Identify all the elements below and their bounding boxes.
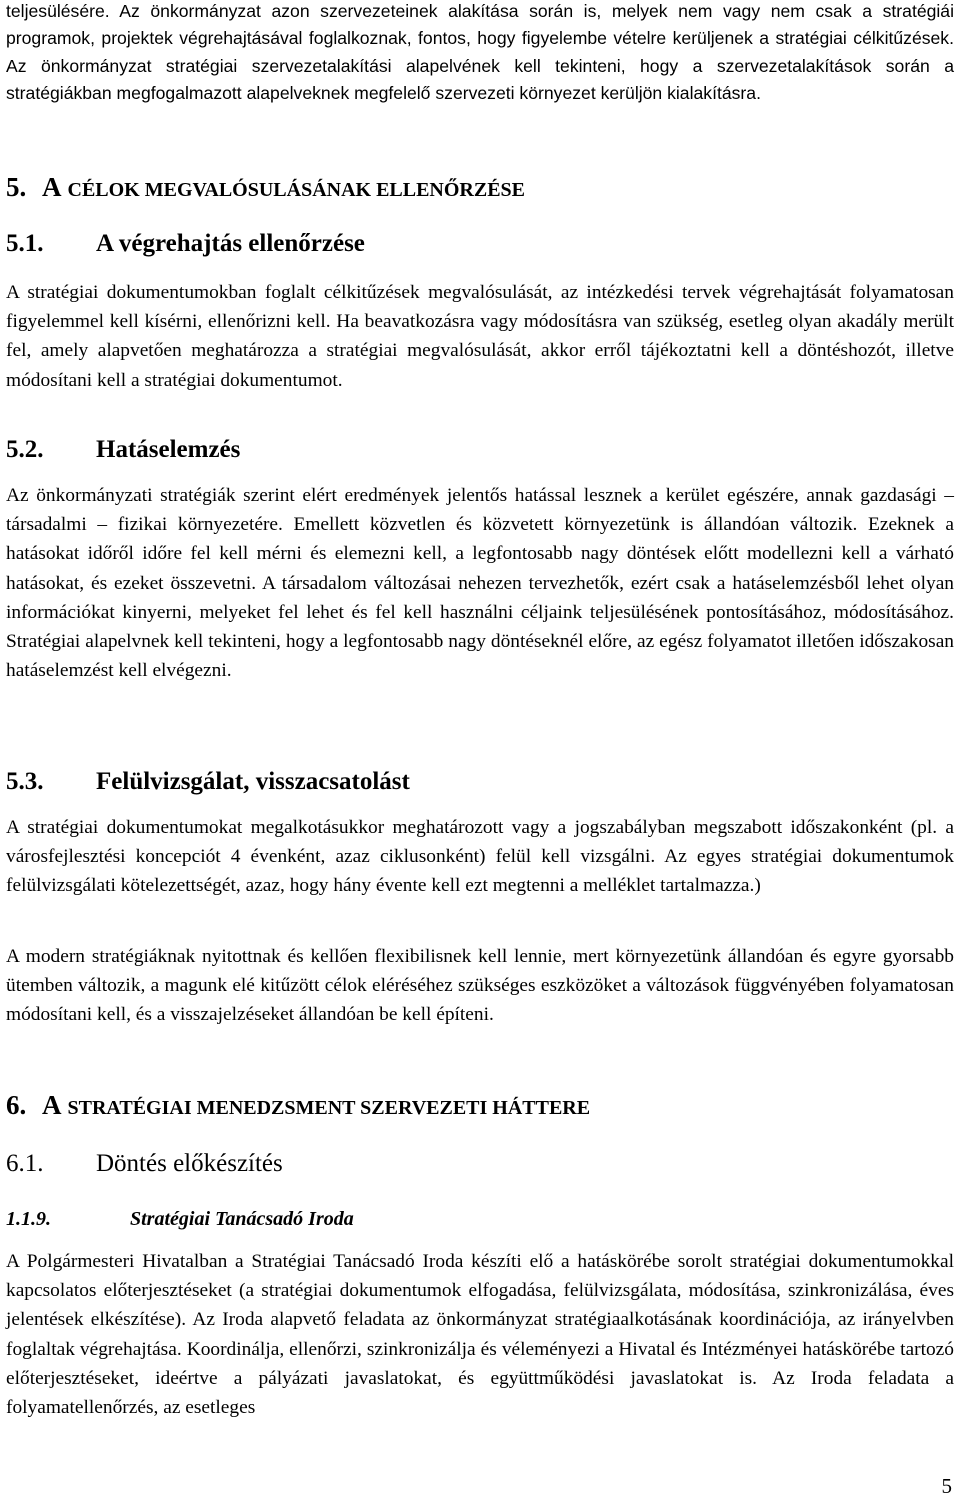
section-6-number: 6. bbox=[6, 1090, 27, 1120]
subsection-6-1-heading bbox=[6, 1150, 283, 1178]
intro-paragraph: teljesülésére. Az önkormányzat azon szervezeteinek alakítása során is, melyek nem vagy nem csak a stratégiái programok, projektek végrehajtásával foglalkoznak, fontos, hogy figyelembe vételre kerüljenek a stratégiai célkitűzések. Az önkormányzat stratégiai szervezetalakítási alapelvének kell tekinteni, hogy a szervezetalakítások során a stratégiákban megfogalmazott alapelveknek megfelelő szervezeti környezet kerüljön kialakításra. bbox=[6, 1, 954, 104]
subsection-1-1-9-paragraph: A Polgármesteri Hivatalban a Stratégiai Tanácsadó Iroda készíti elő a hatáskörébe sorolt stratégiai dokumentumokkal kapcsolatos előterjesztéseket (a stratégiai dokumentumok elfogadása, felülvizsgálata, módosítása, szinkronizálása, éves jelentések elkészítése). Az Iroda alapvető feladata az önkormányzat stratégiaalkotásának koordinációja, az irányelvben foglaltak végrehajtása. Koordinálja, ellenőrzi, szinkronizálja és véleményezi a Hivatal és Intézményei hatáskörébe tartozó előterjesztéseket, ideértve a pályázati javaslatokat, és együttműködési javaslatokat is. Az Iroda feladata a folyamatellenőrzés, az esetleges bbox=[6, 1251, 954, 1419]
subsection-1-1-9-title: Stratégiai Tanácsadó Iroda bbox=[130, 1208, 354, 1230]
page-number: 5 bbox=[941, 1474, 952, 1498]
subsection-5-1-heading bbox=[6, 230, 365, 258]
subsection-6-1-number: 6.1. bbox=[6, 1150, 44, 1177]
subsection-5-2-number: 5.2. bbox=[6, 436, 44, 463]
subsection-5-1-number: 5.1. bbox=[6, 230, 44, 257]
section-6-heading bbox=[6, 1090, 590, 1121]
subsection-5-3-paragraph-2: A modern stratégiáknak nyitottnak és kellően flexibilisnek kell lennie, mert környezetünk állandóan és egyre gyorsabb ütemben változik, a magunk elé kitűzött célok eléréséhez szükséges eszközöket a változások függvényében folyamatosan módosítani kell, és a visszajelzéseket állandóan be kell építeni. bbox=[6, 946, 954, 1026]
subsection-5-2-heading bbox=[6, 436, 240, 464]
subsection-1-1-9-heading bbox=[6, 1208, 354, 1231]
subsection-6-1-title: Döntés előkészítés bbox=[96, 1150, 283, 1177]
subsection-5-3-title: Felülvizsgálat, visszacsatolást bbox=[96, 768, 410, 795]
subsection-5-2-paragraph: Az önkormányzati stratégiák szerint elért eredmények jelentős hatással lesznek a kerület egészére, annak gazdasági – társadalmi – fizikai környezetére. Emellett közvetlen és közvetett környezetünk is állandóan változik. Ezeknek a hatásokat időről időre fel kell mérni és elemezni kell, a legfontosabb nagy döntések előtt modellezni kell a várható hatásokat, és ezeket összevetni. A társadalom változásai nehezen tervezhetők, ezért csak a hatáselemzésből lehet olyan információkat kinyerni, melyeket fel lehet és fel kell használni céljaink teljesülésének pontosításához, módosításához. Stratégiai alapelvnek kell tekinteni, hogy a legfontosabb nagy döntéseknél előre, az egész folyamatot illetően időszakosan hatáselemzést kell elvégezni. bbox=[6, 485, 954, 682]
subsection-5-2-title: Hatáselemzés bbox=[96, 436, 241, 463]
subsection-5-1-title: A végrehajtás ellenőrzése bbox=[96, 230, 365, 257]
subsection-5-1-paragraph: A stratégiai dokumentumokban foglalt célkitűzések megvalósulását, az intézkedési tervek végrehajtását folyamatosan figyelemmel kell kísérni, ellenőrizni kell. Ha beavatkozásra vagy módosításra van szükség, esetleg olyan akadály merült fel, amely alapvetően meghatározza a stratégiai megvalósulását, akkor erről tájékoztatni kell a döntéshozót, illetve módosítani kell a stratégiai dokumentumot. bbox=[6, 282, 954, 391]
subsection-1-1-9-number: 1.1.9. bbox=[6, 1208, 51, 1230]
section-6-title-rest: STRATÉGIAI MENEDZSMENT SZERVEZETI HÁTTERE bbox=[67, 1097, 591, 1119]
section-6-title-first: A bbox=[42, 1090, 62, 1120]
subsection-5-3-paragraph-1: A stratégiai dokumentumokat megalkotásukkor meghatározott vagy a jogszabályban megszabott időszakonként (pl. a városfejlesztési koncepciót 4 évenként, azaz ciklusonként) felül kell vizsgálni. Az egyes stratégiai dokumentumok felülvizsgálati kötelezettségét, azaz, hogy hány évente kell ezt megtenni a melléklet tartalmazza.) bbox=[6, 817, 954, 897]
subsection-5-3-number: 5.3. bbox=[6, 768, 44, 795]
subsection-5-3-heading bbox=[6, 768, 410, 796]
section-5-title-first: A bbox=[42, 172, 62, 202]
section-5-number: 5. bbox=[6, 172, 27, 202]
section-5-heading bbox=[6, 172, 525, 203]
section-5-title-rest: CÉLOK MEGVALÓSULÁSÁNAK ELLENŐRZÉSE bbox=[67, 179, 526, 201]
